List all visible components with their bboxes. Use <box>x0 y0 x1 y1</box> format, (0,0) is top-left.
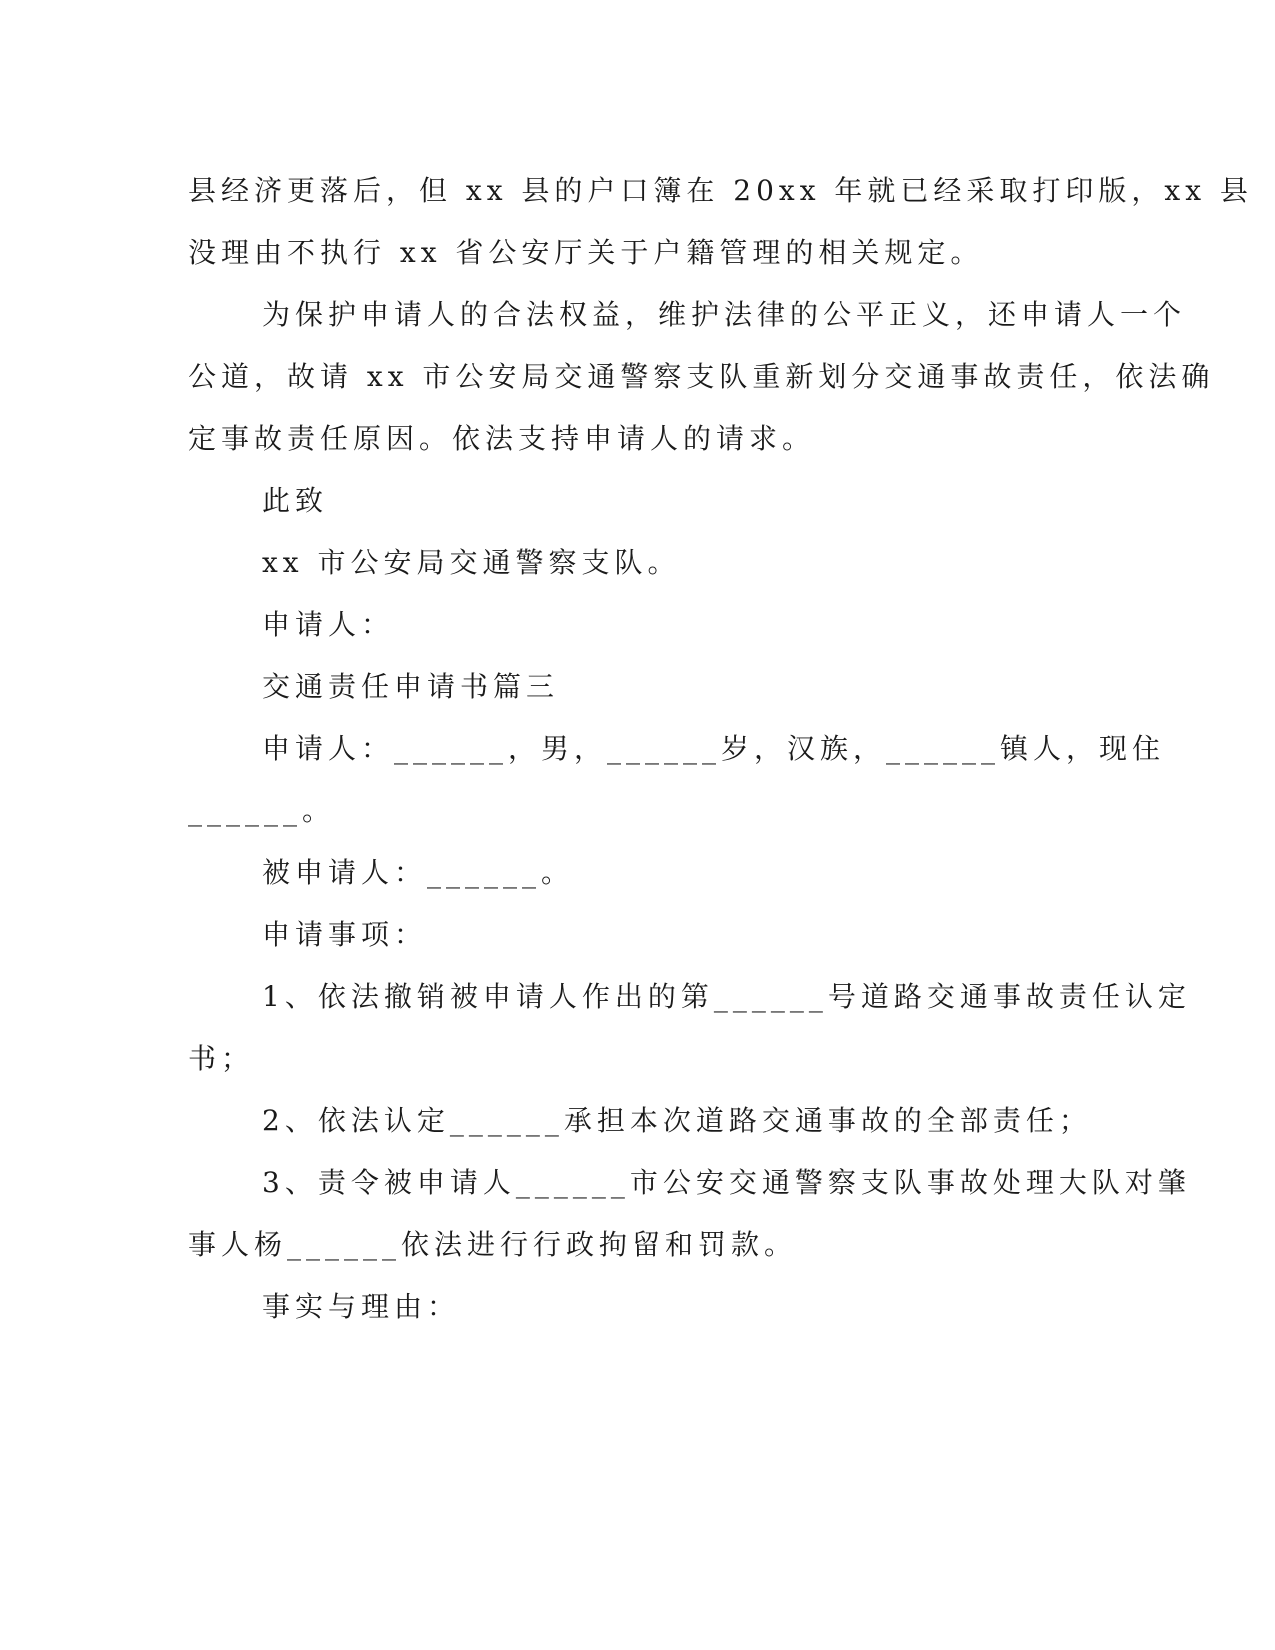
paragraph-line: 没理由不执行 xx 省公安厅关于户籍管理的相关规定。 <box>188 236 984 269</box>
applicant-signature: 申请人： <box>262 608 395 641</box>
recipient: xx 市公安局交通警察支队。 <box>262 546 681 579</box>
facts-reasons-heading: 事实与理由： <box>262 1290 461 1323</box>
request-items-heading: 申请事项： <box>262 918 428 951</box>
salutation: 此致 <box>262 484 329 517</box>
respondent-line: 被申请人：______。 <box>262 856 575 889</box>
request-item-1-continued: 书； <box>188 1042 255 1075</box>
request-item-2: 2、依法认定______承担本次道路交通事故的全部责任； <box>262 1104 1092 1137</box>
paragraph-line: 为保护申请人的合法权益，维护法律的公平正义，还申请人一个 <box>262 298 1187 331</box>
applicant-line: 申请人：______，男，______岁，汉族，______镇人，现住 <box>262 732 1166 765</box>
applicant-line-continued: ______。 <box>188 794 336 827</box>
document-body <box>188 160 1253 1338</box>
request-item-3: 3、责令被申请人______市公安交通警察支队事故处理大队对肇 <box>262 1166 1191 1199</box>
section-title: 交通责任申请书篇三 <box>262 670 560 703</box>
paragraph-line: 县经济更落后，但 xx 县的户口簿在 20xx 年就已经采取打印版，xx 县 <box>188 174 1253 207</box>
paragraph-line: 定事故责任原因。依法支持申请人的请求。 <box>188 422 816 455</box>
paragraph-line: 公道，故请 xx 市公安局交通警察支队重新划分交通事故责任，依法确 <box>188 360 1215 393</box>
request-item-1: 1、依法撤销被申请人作出的第______号道路交通事故责任认定 <box>262 980 1191 1013</box>
request-item-3-continued: 事人杨______依法进行行政拘留和罚款。 <box>188 1228 798 1261</box>
